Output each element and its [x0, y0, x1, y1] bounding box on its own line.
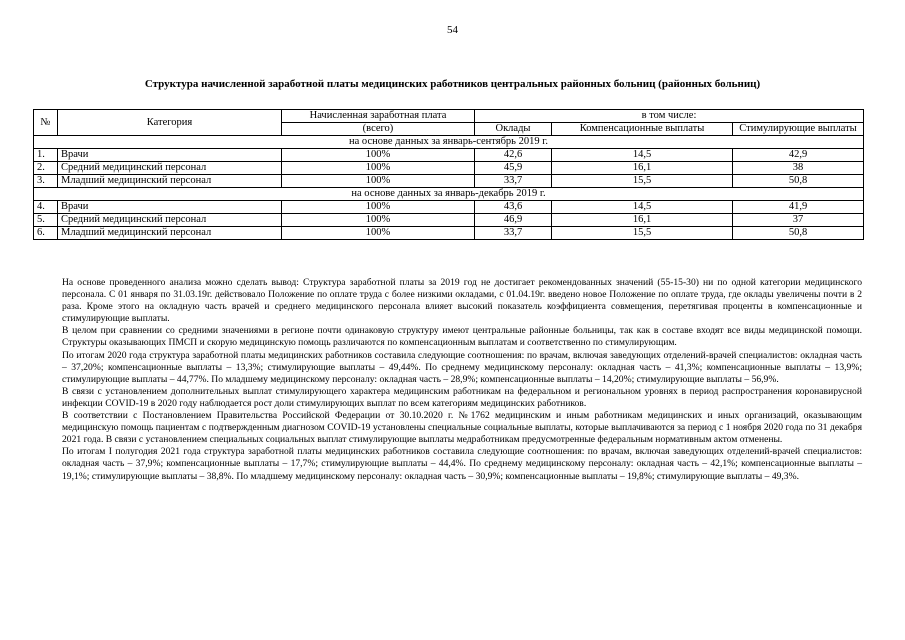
header-incentive: Стимулирующие выплаты — [733, 123, 864, 136]
cell-num: 5. — [34, 214, 58, 227]
cell-compensation: 15,5 — [552, 175, 733, 188]
header-category: Категория — [58, 110, 282, 136]
cell-total: 100% — [282, 201, 475, 214]
cell-total: 100% — [282, 162, 475, 175]
cell-total: 100% — [282, 214, 475, 227]
table-row — [34, 227, 864, 240]
header-total-line1: Начисленная заработная плата — [282, 110, 475, 123]
table-header-row-1 — [34, 110, 864, 123]
cell-salary: 33,7 — [475, 227, 552, 240]
page-number: 54 — [447, 24, 458, 36]
cell-salary: 46,9 — [475, 214, 552, 227]
table-row — [34, 201, 864, 214]
section-caption: на основе данных за январь-сентябрь 2019 г. — [34, 136, 864, 149]
cell-category: Средний медицинский персонал — [58, 162, 282, 175]
cell-compensation: 14,5 — [552, 149, 733, 162]
paragraph: По итогам 2020 года структура заработной платы медицинских работников составила следующие соотношения: по врачам, включая заведующих отделений-врачей специалистов: окладная часть – 37,20%; компенсационные выплаты – 13,3%; стимулирующие выплаты – 49,44%. По среднему медицинскому персоналу: окладная часть – 41,3%; компенсационные выплаты – 13,9%; стимулирующие выплаты – 44,77%. По младшему медицинскому персоналу: окладная часть – 28,9%; компенсационные выплаты – 14,20%; стимулирующие выплаты – 56,9%. — [62, 349, 862, 385]
cell-total: 100% — [282, 149, 475, 162]
cell-total: 100% — [282, 175, 475, 188]
header-including: в том числе: — [475, 110, 864, 123]
cell-num: 4. — [34, 201, 58, 214]
header-compensation: Компенсационные выплаты — [552, 123, 733, 136]
salary-structure-table — [33, 109, 864, 240]
cell-compensation: 16,1 — [552, 214, 733, 227]
cell-category: Врачи — [58, 201, 282, 214]
header-salary: Оклады — [475, 123, 552, 136]
cell-compensation: 14,5 — [552, 201, 733, 214]
cell-salary: 42,6 — [475, 149, 552, 162]
cell-compensation: 15,5 — [552, 227, 733, 240]
cell-incentive: 50,8 — [733, 227, 864, 240]
cell-incentive: 50,8 — [733, 175, 864, 188]
section-caption: на основе данных за январь-декабрь 2019 г. — [34, 188, 864, 201]
cell-salary: 45,9 — [475, 162, 552, 175]
cell-incentive: 42,9 — [733, 149, 864, 162]
cell-category: Младший медицинский персонал — [58, 227, 282, 240]
cell-compensation: 16,1 — [552, 162, 733, 175]
cell-total: 100% — [282, 227, 475, 240]
body-text — [62, 277, 862, 483]
cell-incentive: 38 — [733, 162, 864, 175]
table-row — [34, 162, 864, 175]
cell-category: Средний медицинский персонал — [58, 214, 282, 227]
cell-salary: 33,7 — [475, 175, 552, 188]
paragraph: В целом при сравнении со средними значениями в регионе почти одинаковую структуру имеют центральные районные больницы, так как в составе входят все виды медицинской помощи. Структуры оказывающих ПМСП и скорую медицинскую помощь различаются по компенсационным выплатам и соответственно по стимулирующим. — [62, 325, 862, 349]
paragraph: По итогам I полугодия 2021 года структура заработной платы медицинских работников составила следующие соотношения: по врачам, включая заведующих отделений-врачей специалистов: окладная часть – 37,9%; компенсационные выплаты – 17,7%; стимулирующие выплаты – 44,4%. По среднему медицинскому персоналу: окладная часть – 42,1%; компенсационные выплаты – 19,1%; стимулирующие выплаты – 38,8%. По младшему медицинскому персоналу: окладная часть – 30,9%; компенсационные выплаты – 19,8%; стимулирующие выплаты – 49,3%. — [62, 446, 862, 482]
cell-salary: 43,6 — [475, 201, 552, 214]
cell-num: 3. — [34, 175, 58, 188]
document-title: Структура начисленной заработной платы медицинских работников центральных районных больниц (районных больниц) — [144, 78, 761, 90]
section-caption-row — [34, 188, 864, 201]
cell-category: Младший медицинский персонал — [58, 175, 282, 188]
paragraph: В связи с установлением дополнительных выплат стимулирующего характера медицинским работникам на федеральном и региональном уровнях в период распространения коронавирусной инфекции COVID-19 в 2020 году наблюдается рост доли стимулирующих выплат по всем категориям медицинских работников. — [62, 385, 862, 409]
paragraph: На основе проведенного анализа можно сделать вывод: Структура заработной платы за 2019 год не достигает рекомендованных значений (55-15-30) ни по одной категории медицинского персонала. С 01 января по 31.03.19г. действовало Положение по оплате труда с более низкими окладами, с 01.04.19г. введено новое Положение по оплате труда, где оклады увеличены почти в 2 раза. Кроме этого на окладную часть врачей и среднего медицинского персонала влияет высокий показатель коэффициента совмещения, перетягивая проценты в компенсационные и стимулирующие выплаты. — [62, 277, 862, 325]
cell-category: Врачи — [58, 149, 282, 162]
cell-num: 2. — [34, 162, 58, 175]
paragraph: В соответствии с Постановлением Правительства Российской Федерации от 30.10.2020 г. №1762 медицинским и иным работникам медицинских и иных организаций, оказывающим медицинскую помощь пациентам с подтвержденным диагнозом COVID-19 установлены специальные социальные выплаты, которые выплачиваются за период с 1 ноября 2020 года по 31 декабря 2021 года. В связи с установлением специальных социальных выплат стимулирующие выплаты медработникам предусмотренные федеральным нормативным актом отменены. — [62, 410, 862, 446]
table-row — [34, 214, 864, 227]
cell-num: 6. — [34, 227, 58, 240]
header-num: № — [34, 110, 58, 136]
table-row — [34, 175, 864, 188]
cell-incentive: 37 — [733, 214, 864, 227]
section-caption-row — [34, 136, 864, 149]
header-total-line2: (всего) — [282, 123, 475, 136]
cell-num: 1. — [34, 149, 58, 162]
cell-incentive: 41,9 — [733, 201, 864, 214]
table-row — [34, 149, 864, 162]
